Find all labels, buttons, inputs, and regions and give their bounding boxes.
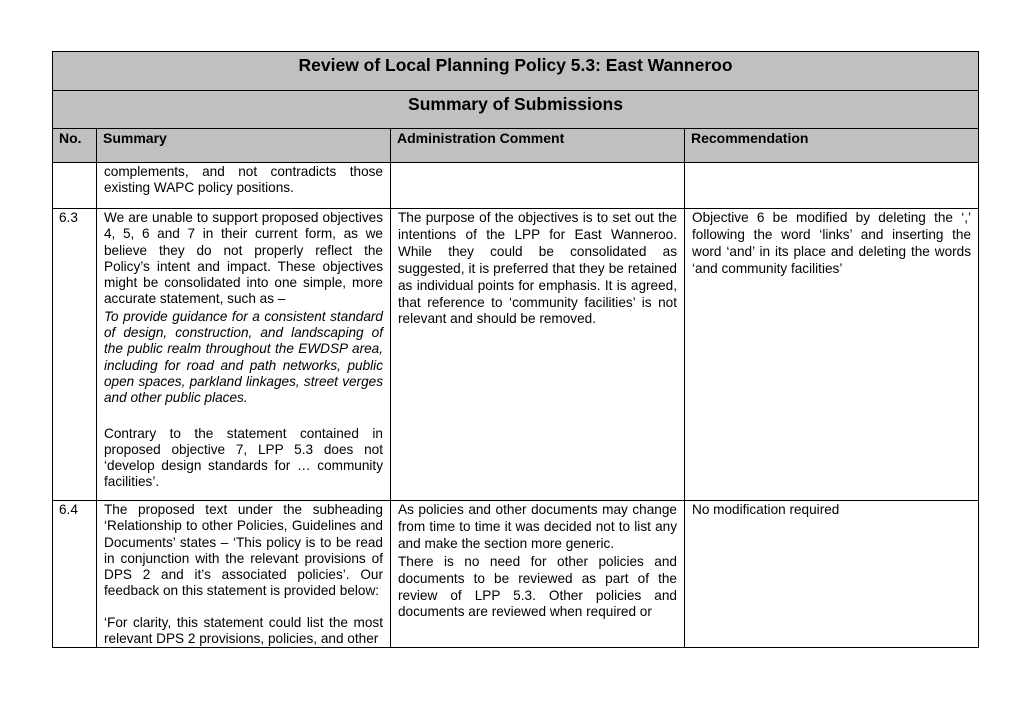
admin-comment-cell (391, 209, 685, 501)
document-title-cell (53, 52, 979, 91)
recommendation-text: No modification required (692, 502, 840, 517)
summary-paragraph: We are unable to support proposed objectives 4, 5, 6 and 7 in their current form, as we believe they do not properly reflect the Policy’s intent and impact. These objectives might be consolidated into one simple, more accurate statement, such as – (104, 210, 383, 307)
table-header-row (53, 129, 979, 163)
row-number: 6.3 (53, 209, 97, 501)
summary-cell (97, 163, 391, 209)
table-row (53, 163, 979, 209)
admin-comment-paragraph: As policies and other documents may change from time to time it was decided not to list any and make the section more generic. (398, 502, 677, 551)
summary-paragraph: ‘For clarity, this statement could list the most relevant DPS 2 provisions, policies, and other (104, 614, 383, 647)
summary-paragraph: Contrary to the statement contained in proposed objective 7, LPP 5.3 does not ‘develop design standards for … community facilities’. (104, 425, 383, 490)
admin-comment-text: The purpose of the objectives is to set out the intentions of the LPP for East Wanneroo. While they could be consolidated as suggested, it is preferred that they be retained as individual points for emphasis. It is agreed, that reference to ‘community facilities’ is not relevant and should be removed. (398, 210, 677, 327)
document-subtitle-cell (53, 91, 979, 129)
recommendation-text: Objective 6 be modified by deleting the ‘,’ following the word ‘links’ and inserting the word ‘and’ in its place and deleting the words ‘and community facilities’ (692, 210, 972, 276)
summary-text: complements, and not contradicts those existing WAPC policy positions. (104, 164, 383, 196)
row-number: 6.4 (53, 501, 97, 648)
header-recommendation: Recommendation (685, 129, 979, 163)
recommendation-cell (685, 209, 979, 501)
row-number (53, 163, 97, 209)
document-subtitle: Summary of Submissions (408, 94, 623, 114)
header-admin-comment: Administration Comment (391, 129, 685, 163)
document-title: Review of Local Planning Policy 5.3: East Wanneroo (298, 55, 733, 75)
header-no: No. (53, 129, 97, 163)
summary-cell (97, 501, 391, 648)
summary-paragraph: The proposed text under the subheading ‘Relationship to other Policies, Guidelines and Documents’ states – ‘This policy is to be read in conjunction with the relevant provisions of DPS 2 and it’s associated policies’. Our feedback on this statement is provided below: (104, 502, 383, 599)
recommendation-cell (685, 163, 979, 209)
admin-comment-cell (391, 163, 685, 209)
submissions-table (52, 51, 979, 648)
admin-comment-cell (391, 501, 685, 648)
table-row (53, 501, 979, 648)
summary-cell (97, 209, 391, 501)
recommendation-cell (685, 501, 979, 648)
header-summary: Summary (97, 129, 391, 163)
table-row (53, 209, 979, 501)
summary-quote: To provide guidance for a consistent standard of design, construction, and landscaping of the public realm throughout the EWDSP area, including for road and path networks, public open spaces, parkland linkages, street verges and other public places. (104, 308, 383, 406)
admin-comment-paragraph: There is no need for other policies and documents to be reviewed as part of the review of LPP 5.3. Other policies and documents are reviewed when required or (398, 553, 677, 620)
submissions-document (52, 51, 979, 648)
